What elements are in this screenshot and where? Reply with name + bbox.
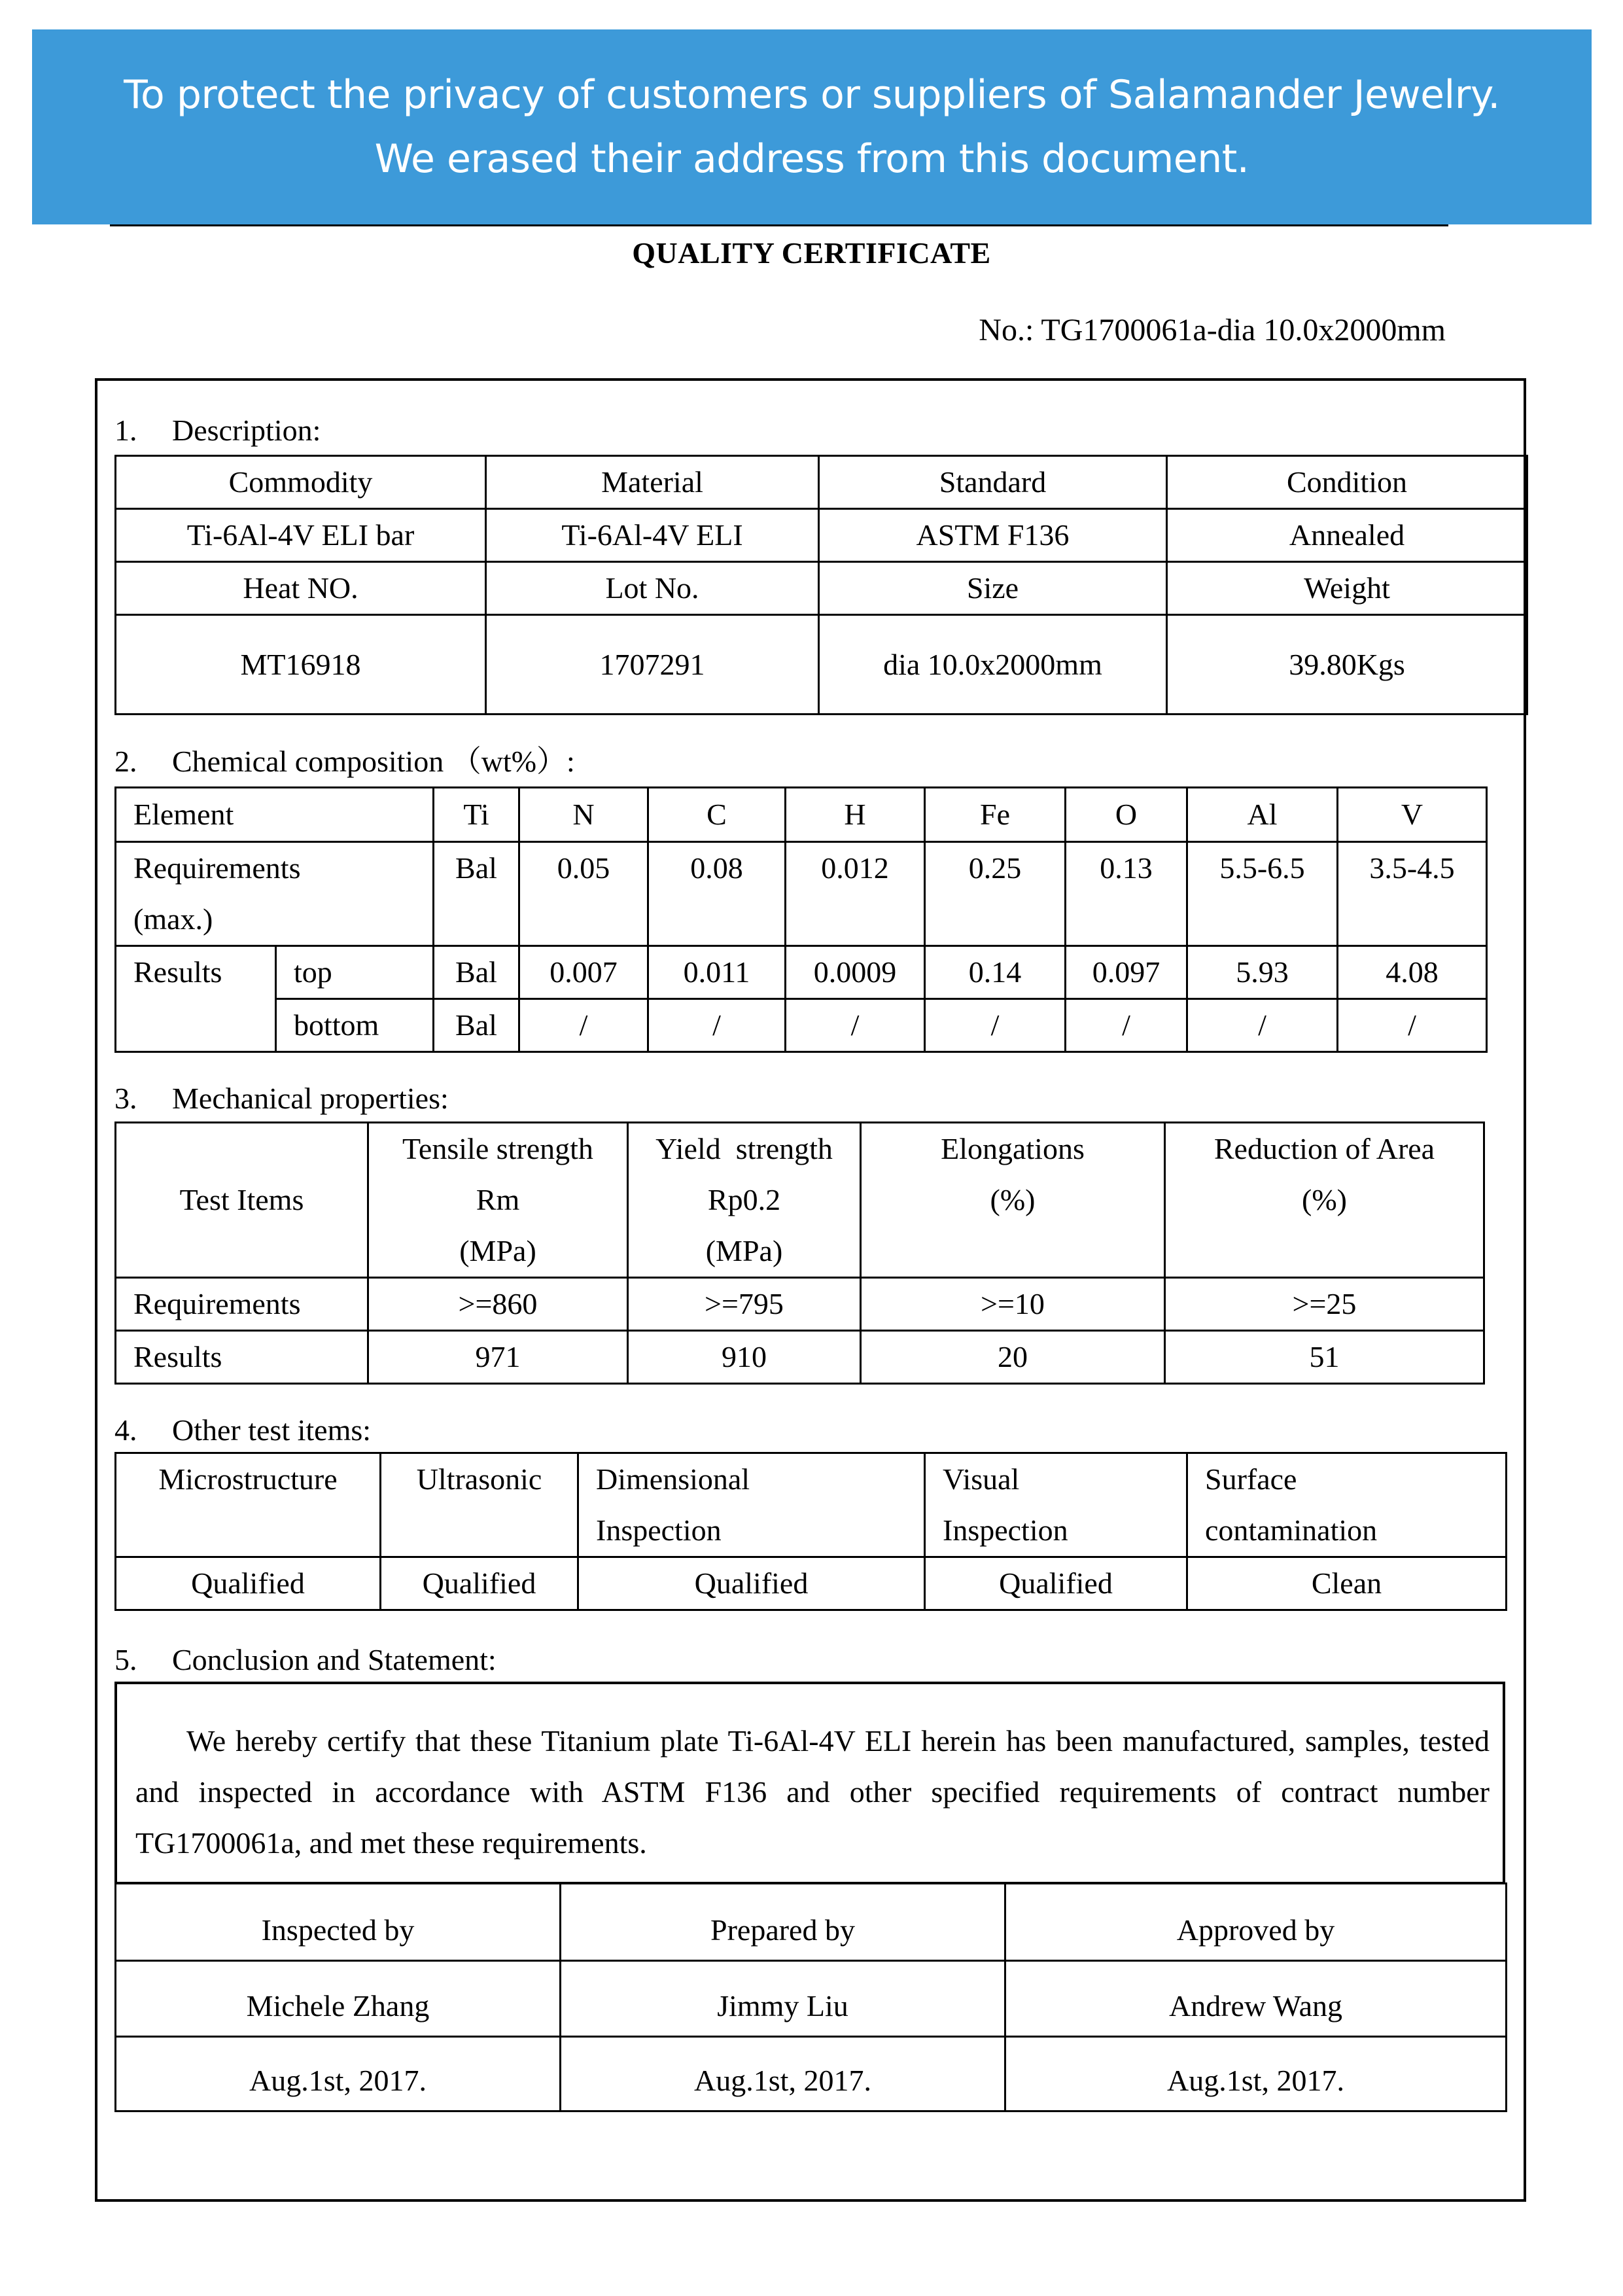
header-ultrasonic: Ultrasonic [381, 1453, 578, 1557]
description-table [114, 455, 1528, 715]
conclusion-statement-box [114, 1682, 1505, 1884]
header-lot-no: Lot No. [486, 562, 819, 615]
header-tensile-strength: Tensile strength Rm (MPa) [368, 1123, 628, 1278]
req-h: 0.012 [786, 842, 925, 946]
bottom-fe: / [925, 999, 1066, 1052]
top-o: 0.097 [1066, 946, 1187, 999]
top-v: 4.08 [1338, 946, 1487, 999]
conclusion-statement-text: We hereby certify that these Titanium plate Ti-6Al-4V ELI herein has been manufactured, samples, tested and inspected in accordance with ASTM F136 and other specified requirements of contract number TG1700061a, and met these requirements. [135, 1724, 1490, 1860]
element-label: Element [116, 788, 434, 842]
header-divider [110, 224, 1448, 226]
element-h: H [786, 788, 925, 842]
header-material: Material [486, 456, 819, 509]
req-n: 0.05 [519, 842, 648, 946]
value-weight: 39.80Kgs [1167, 615, 1527, 715]
req-v: 3.5-4.5 [1338, 842, 1487, 946]
value-visual: Qualified [925, 1557, 1187, 1610]
privacy-notice-banner [32, 29, 1592, 224]
document-number: No.: TG1700061a-dia 10.0x2000mm [979, 313, 1446, 347]
req-al: 5.5-6.5 [1187, 842, 1338, 946]
requirements-label: Requirements (max.) [116, 842, 434, 946]
element-c: C [648, 788, 786, 842]
banner-line-1: To protect the privacy of customers or suppliers of Salamander Jewelry. [124, 72, 1500, 118]
req-elongation: >=10 [861, 1278, 1165, 1331]
top-c: 0.011 [648, 946, 786, 999]
role-inspected-by: Inspected by [116, 1884, 561, 1961]
req-reduction: >=25 [1165, 1278, 1484, 1331]
header-surface-contamination: Surface contamination [1187, 1453, 1507, 1557]
value-surface: Clean [1187, 1557, 1507, 1610]
name-inspector: Michele Zhang [116, 1961, 561, 2037]
mechanical-properties-table [114, 1122, 1485, 1385]
header-size: Size [819, 562, 1167, 615]
req-fe: 0.25 [925, 842, 1066, 946]
bottom-v: / [1338, 999, 1487, 1052]
value-lot-no: 1707291 [486, 615, 819, 715]
header-reduction-of-area: Reduction of Area (%) [1165, 1123, 1484, 1278]
bottom-c: / [648, 999, 786, 1052]
value-ultrasonic: Qualified [381, 1557, 578, 1610]
bottom-al: / [1187, 999, 1338, 1052]
value-size: dia 10.0x2000mm [819, 615, 1167, 715]
bottom-o: / [1066, 999, 1187, 1052]
mech-requirements-label: Requirements [116, 1278, 368, 1331]
signature-table [114, 1882, 1507, 2112]
result-elongation: 20 [861, 1331, 1165, 1384]
header-standard: Standard [819, 456, 1167, 509]
header-heat-no: Heat NO. [116, 562, 486, 615]
date-inspected: Aug.1st, 2017. [116, 2037, 561, 2111]
top-label: top [276, 946, 434, 999]
value-commodity: Ti-6Al-4V ELI bar [116, 509, 486, 562]
element-o: O [1066, 788, 1187, 842]
header-elongations: Elongations (%) [861, 1123, 1165, 1278]
value-heat-no: MT16918 [116, 615, 486, 715]
bottom-ti: Bal [434, 999, 519, 1052]
role-approved-by: Approved by [1005, 1884, 1507, 1961]
role-prepared-by: Prepared by [561, 1884, 1005, 1961]
top-ti: Bal [434, 946, 519, 999]
top-fe: 0.14 [925, 946, 1066, 999]
other-tests-table [114, 1452, 1507, 1611]
results-label: Results [116, 946, 276, 1052]
req-yield: >=795 [628, 1278, 861, 1331]
mech-results-label: Results [116, 1331, 368, 1384]
name-preparer: Jimmy Liu [561, 1961, 1005, 2037]
name-approver: Andrew Wang [1005, 1961, 1507, 2037]
result-tensile: 971 [368, 1331, 628, 1384]
element-ti: Ti [434, 788, 519, 842]
bottom-n: / [519, 999, 648, 1052]
section-mechanical-heading: 3. Mechanical properties: [114, 1082, 449, 1115]
section-conclusion-heading: 5. Conclusion and Statement: [114, 1643, 497, 1676]
element-fe: Fe [925, 788, 1066, 842]
top-al: 5.93 [1187, 946, 1338, 999]
value-condition: Annealed [1167, 509, 1527, 562]
banner-line-2: We erased their address from this document. [374, 136, 1249, 182]
header-yield-strength: Yield strength Rp0.2 (MPa) [628, 1123, 861, 1278]
value-dimensional: Qualified [578, 1557, 925, 1610]
section-description-heading: 1. Description: [114, 414, 321, 447]
element-al: Al [1187, 788, 1338, 842]
page-title: QUALITY CERTIFICATE [632, 236, 991, 270]
req-ti: Bal [434, 842, 519, 946]
value-microstructure: Qualified [116, 1557, 381, 1610]
chemical-composition-table [114, 786, 1488, 1053]
bottom-label: bottom [276, 999, 434, 1052]
bottom-h: / [786, 999, 925, 1052]
date-approved: Aug.1st, 2017. [1005, 2037, 1507, 2111]
test-items-label: Test Items [116, 1123, 368, 1278]
value-material: Ti-6Al-4V ELI [486, 509, 819, 562]
top-h: 0.0009 [786, 946, 925, 999]
element-v: V [1338, 788, 1487, 842]
req-tensile: >=860 [368, 1278, 628, 1331]
value-standard: ASTM F136 [819, 509, 1167, 562]
top-n: 0.007 [519, 946, 648, 999]
header-condition: Condition [1167, 456, 1527, 509]
result-reduction: 51 [1165, 1331, 1484, 1384]
header-commodity: Commodity [116, 456, 486, 509]
header-dimensional-inspection: Dimensional Inspection [578, 1453, 925, 1557]
header-microstructure: Microstructure [116, 1453, 381, 1557]
result-yield: 910 [628, 1331, 861, 1384]
element-n: N [519, 788, 648, 842]
req-c: 0.08 [648, 842, 786, 946]
section-other-tests-heading: 4. Other test items: [114, 1413, 372, 1447]
date-prepared: Aug.1st, 2017. [561, 2037, 1005, 2111]
header-weight: Weight [1167, 562, 1527, 615]
req-o: 0.13 [1066, 842, 1187, 946]
section-chemical-heading: 2. Chemical composition （wt%）: [114, 745, 575, 778]
header-visual-inspection: Visual Inspection [925, 1453, 1187, 1557]
